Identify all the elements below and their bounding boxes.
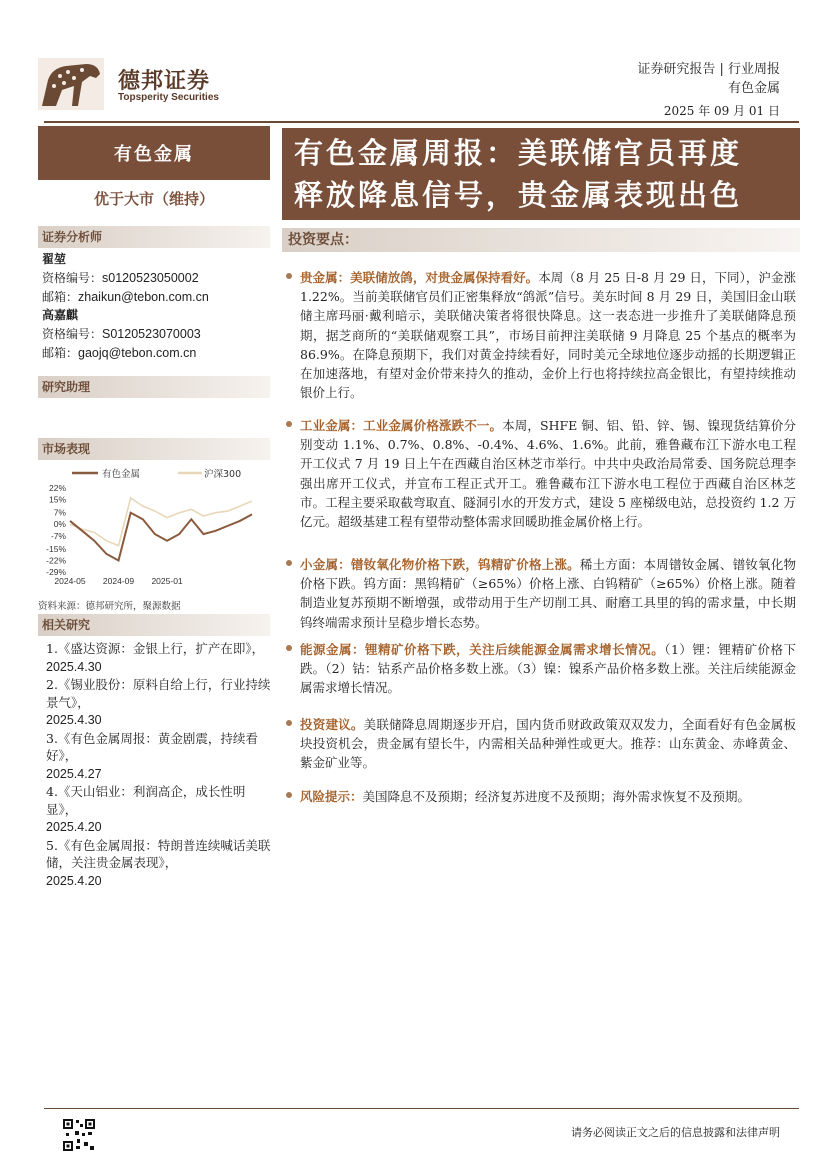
keypoint-body: （1）锂：锂精矿价格下跌。（2）钴：钴系产品价格多数上涨。（3）镍：镍系产品价格多数上涨。关注后续能源金属需求增长情况。 xyxy=(300,642,796,696)
related-title: 2.《锡业股份：原料自给上行，行业持续景气》， xyxy=(46,677,271,710)
market-section-heading: 市场表现 xyxy=(38,438,270,460)
keypoint-lead: 能源金属：锂精矿价格下跌，关注后续能源金属需求增长情况。 xyxy=(300,642,665,657)
keypoints-heading: 投资要点： xyxy=(282,228,800,252)
x-axis-ticks xyxy=(54,576,183,586)
leopard-logo-icon xyxy=(38,56,104,112)
legend-label-index: 沪深300 xyxy=(204,469,242,480)
related-date: 2025.4.27 xyxy=(46,766,102,781)
report-title xyxy=(282,128,800,220)
report-meta xyxy=(637,60,780,98)
x-tick-label: 2025-01 xyxy=(151,576,183,586)
assistant-section-heading: 研究助理 xyxy=(38,376,270,398)
keypoint-minor-metals xyxy=(286,555,796,632)
license-number: s0120523050002 xyxy=(102,271,199,285)
email-label: 邮箱： xyxy=(42,346,79,360)
keypoint-lead: 投资建议。 xyxy=(300,717,364,732)
footer-divider xyxy=(44,1108,799,1109)
related-section-heading: 相关研究 xyxy=(38,614,270,636)
title-line-1: 有色金属周报：美联储官员再度 xyxy=(294,136,743,170)
chart-lines xyxy=(70,498,252,561)
related-date: 2025.4.20 xyxy=(46,873,102,888)
y-tick-label: -7% xyxy=(50,530,66,541)
analyst-name: 高嘉麒 xyxy=(42,308,79,322)
keypoint-body: 本周（8 月 25 日-8 月 29 日，下同），沪金涨 1.22%。当前美联储官员们正密集释放“鸽派”信号。美东时间 8 月 29 日，美国旧金山联储主席玛丽·戴利暗示，美联储决策者将很快降息。这一表态进一步推升了美联储降息预期，据芝商所的“美联储观察工具”，市场目前押注美联储 9 月降息 25 个基点的概率为 86.9%。在降息预期下，我们对黄金持续看好，同时美元全球地位逐步动摇的长期逻辑正在加速落地，有望对金价带来持久的推动，金价上行也将持续拉高金银比，有望持续推动银价上行。 xyxy=(300,270,796,401)
keypoint-lead: 风险提示： xyxy=(300,789,363,804)
keypoint-precious-metals xyxy=(286,268,796,402)
email-link[interactable]: gaojq@tebon.com.cn xyxy=(78,346,197,360)
title-line-2: 释放降息信号，贵金属表现出色 xyxy=(294,178,743,212)
bullet-icon xyxy=(286,720,292,726)
keypoint-body: 稀土方面：本周镨钕金属、镨钕氧化物价格下跌。钨方面：黑钨精矿（≥65%）价格上涨、白钨精矿（≥65%）价格上涨。随着制造业复苏预期不断增强，或带动用于生产切削工具、耐磨工具里的钨的需求量，中长期钨终端需求预计呈稳步增长态势。 xyxy=(300,557,796,630)
series-line-sector xyxy=(70,513,252,561)
chart-legend xyxy=(72,468,241,480)
related-title: 3.《有色金属周报：黄金剧震，持续看好》， xyxy=(46,730,258,763)
keypoint-body: 美联储降息周期逐步开启，国内货币财政政策双双发力，全面看好有色金属板块投资机会，贵金属有望长牛，内需相关品种弹性或更大。推荐：山东黄金、赤峰黄金、紫金矿业等。 xyxy=(300,717,796,771)
logo-chinese-name: 德邦证券 xyxy=(118,69,211,94)
x-tick-label: 2024-05 xyxy=(54,576,86,586)
qr-code-icon[interactable] xyxy=(62,1118,96,1152)
y-tick-label: 7% xyxy=(53,507,66,518)
y-tick-label: -29% xyxy=(46,567,66,577)
bullet-icon xyxy=(286,273,292,279)
company-logo xyxy=(38,56,228,116)
logo-english-name: Topsperity Securities xyxy=(118,92,219,103)
y-tick-label: -15% xyxy=(46,543,66,554)
chart-source: 资料来源：德邦研究所，聚源数据 xyxy=(38,601,181,612)
sector-label: 有色金属 xyxy=(38,126,270,180)
x-tick-label: 2024-09 xyxy=(102,576,135,586)
report-date: 2025 年 09 月 01 日 xyxy=(663,104,780,118)
related-item[interactable] xyxy=(46,730,272,784)
related-title: 1.《盛达资源：金银上行，扩产在即》， xyxy=(46,641,265,656)
keypoint-risk-warning xyxy=(286,787,796,806)
related-item[interactable] xyxy=(46,837,272,891)
y-tick-label: 15% xyxy=(48,494,66,505)
header-divider xyxy=(44,121,799,123)
related-title: 4.《天山铝业：利润高企，成长性明显》， xyxy=(46,784,246,817)
rating-label: 优于大市（维持） xyxy=(93,190,214,208)
keypoint-industrial-metals xyxy=(286,416,796,531)
disclaimer-note: 请务必阅读正文之后的信息披露和法律声明 xyxy=(571,1126,780,1139)
keypoint-body: 本周，SHFE 铜、铝、铅、锌、锡、镍现货结算价分别变动 1.1%、0.7%、0.8%、-0.4%、4.6%、1.6%。此前，雅鲁藏布江下游水电工程开工仪式 7 月 19 日上午在西藏自治区林芝市举行。中共中央政治局常委、国务院总理李强出席开工仪式，并宣布工程正式开工。雅鲁藏布江下游水电工程位于西藏自治区林芝市。工程主要采取截弯取直、隧洞引水的开发方式，建设 5 座梯级电站，总投资约 1.2 万亿元。超级基建工程有望带动整体需求回暖助推金属价格上行。 xyxy=(300,418,796,530)
report-type: 证券研究报告 | 行业周报 xyxy=(637,62,780,77)
bullet-icon xyxy=(286,560,292,566)
keypoint-investment-advice xyxy=(286,715,796,773)
y-axis-ticks xyxy=(46,483,66,577)
bullet-icon xyxy=(286,645,292,651)
email-link[interactable]: zhaikun@tebon.com.cn xyxy=(78,290,209,304)
related-item[interactable] xyxy=(46,640,272,676)
legend-label-sector: 有色金属 xyxy=(102,469,141,480)
related-title: 5.《有色金属周报：特朗普连续喊话美联储，关注贵金属表现》， xyxy=(46,837,271,870)
bullet-icon xyxy=(286,792,292,798)
related-item[interactable] xyxy=(46,783,272,837)
related-research-list xyxy=(46,640,272,890)
market-performance-chart xyxy=(38,462,270,588)
license-label: 资格编号： xyxy=(42,271,103,285)
keypoint-energy-metals xyxy=(286,640,796,698)
analyst-1 xyxy=(42,250,209,307)
license-number: S0120523070003 xyxy=(102,327,201,341)
keypoint-lead: 小金属：镨钕氧化物价格下跌，钨精矿价格上涨。 xyxy=(300,557,580,572)
y-tick-label: -22% xyxy=(46,555,66,566)
license-label: 资格编号： xyxy=(42,327,103,341)
keypoint-lead: 贵金属：美联储放鸽，对贵金属保持看好。 xyxy=(300,270,539,285)
related-item[interactable] xyxy=(46,676,272,730)
report-industry: 有色金属 xyxy=(727,81,780,96)
email-label: 邮箱： xyxy=(42,290,79,304)
y-tick-label: 22% xyxy=(48,483,66,493)
keypoint-lead: 工业金属：工业金属价格涨跌不一。 xyxy=(300,418,503,433)
analyst-section-heading: 证券分析师 xyxy=(38,226,270,248)
related-date: 2025.4.30 xyxy=(46,659,102,674)
related-date: 2025.4.30 xyxy=(46,713,102,727)
y-tick-label: 0% xyxy=(53,519,66,530)
analyst-2 xyxy=(42,306,201,363)
analyst-name: 翟堃 xyxy=(42,252,67,266)
keypoint-body: 美国降息不及预期；经济复苏进度不及预期；海外需求恢复不及预期。 xyxy=(362,789,751,804)
bullet-icon xyxy=(286,421,292,427)
related-date: 2025.4.20 xyxy=(46,820,102,834)
